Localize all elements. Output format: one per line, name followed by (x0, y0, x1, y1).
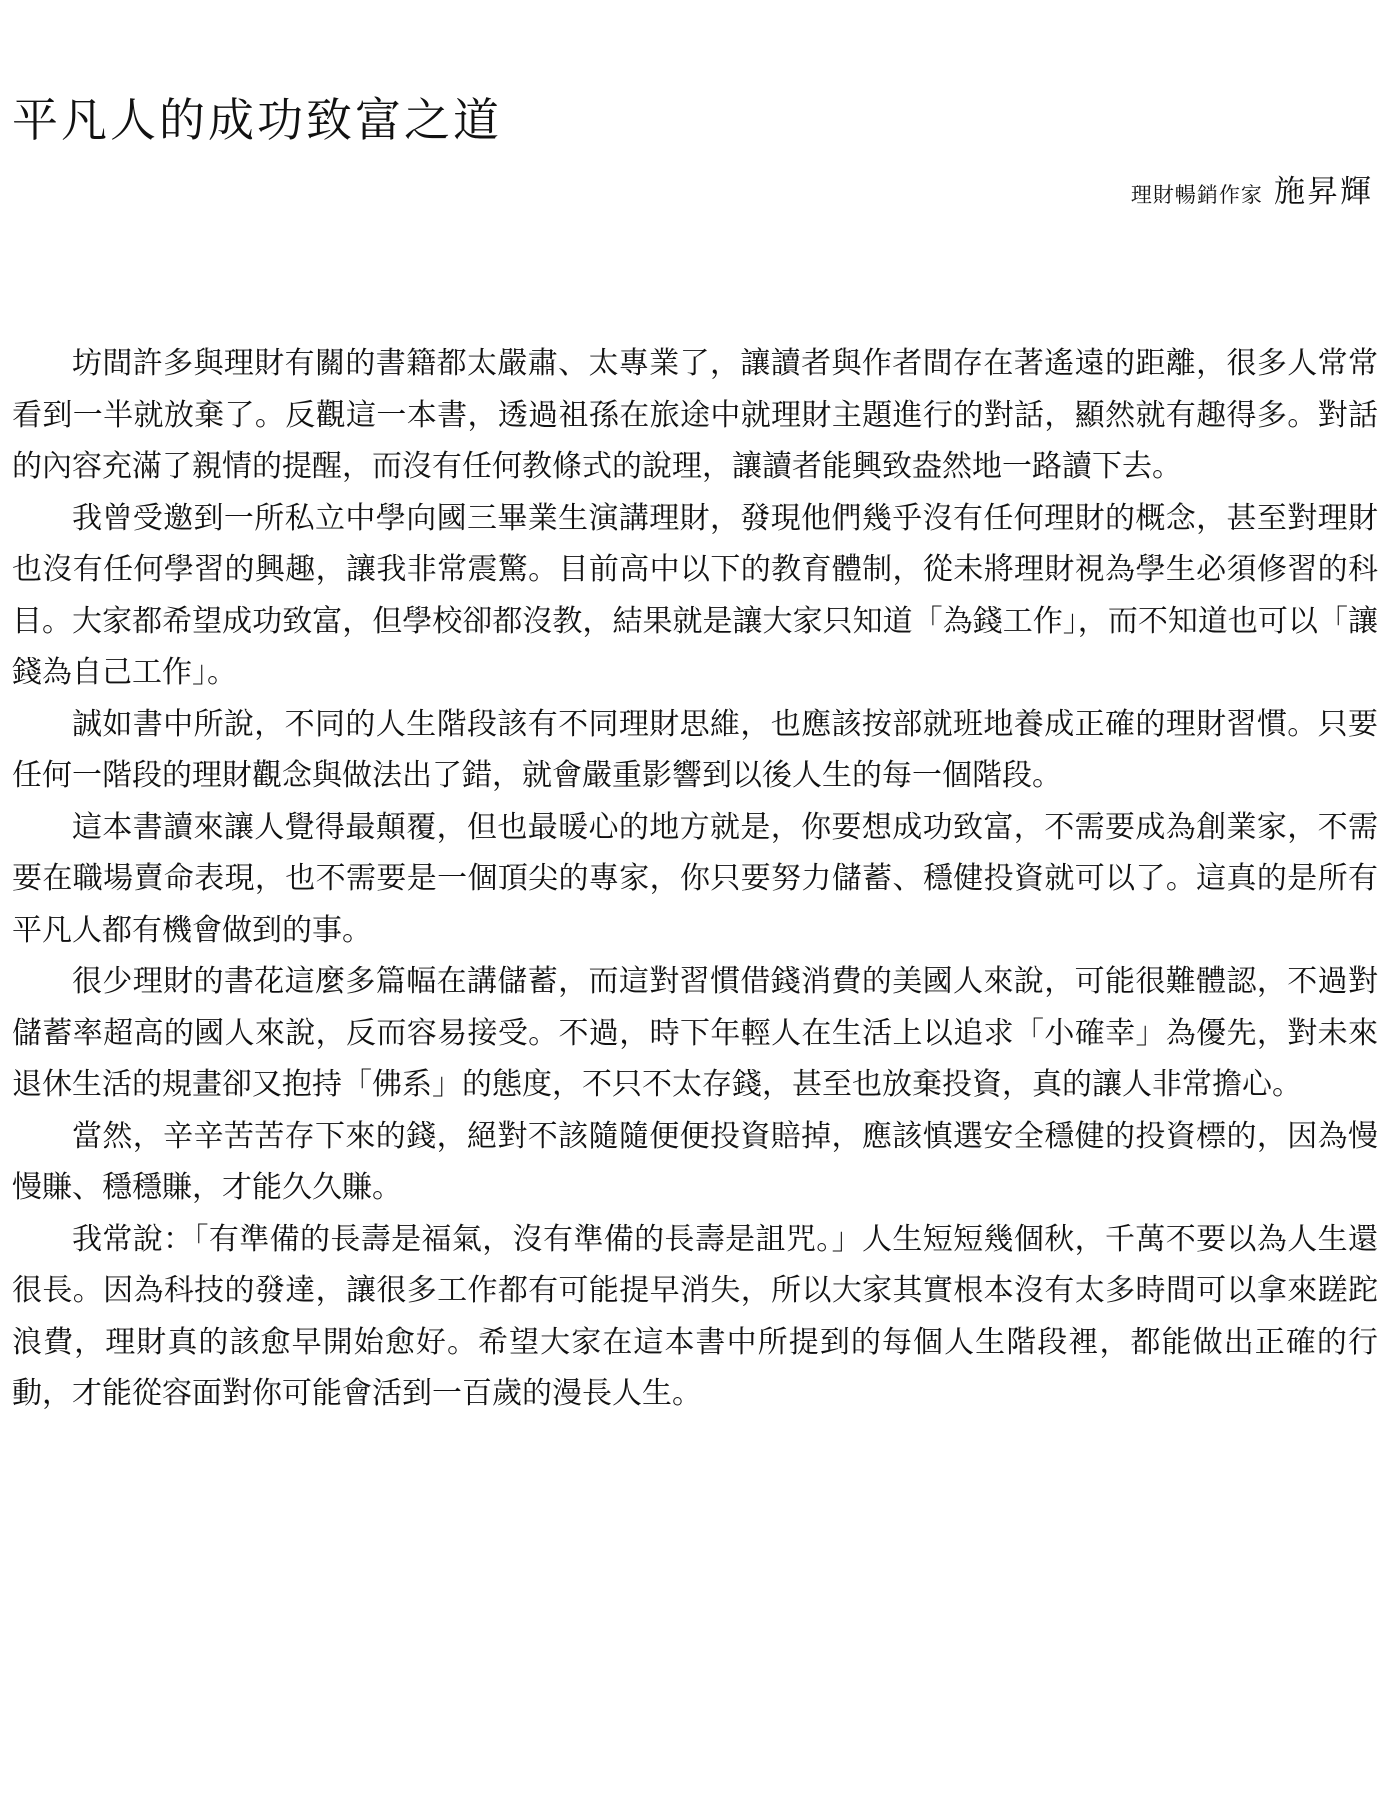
paragraph-7: 我常說：「有準備的長壽是福氣，沒有準備的長壽是詛咒。」人生短短幾個秋，千萬不要以為人生還很長。因為科技的發達，讓很多工作都有可能提早消失，所以大家其實根本沒有太多時間可以拿來蹉跎浪費，理財真的該愈早開始愈好。希望大家在這本書中所提到的每個人生階段裡，都能做出正確的行動，才能從容面對你可能會活到一百歲的漫長人生。 (12, 1221, 1378, 1411)
paragraph-4: 這本書讀來讓人覺得最顛覆，但也最暖心的地方就是，你要想成功致富，不需要成為創業家，不需要在職場賣命表現，也不需要是一個頂尖的專家，你只要努力儲蓄、穩健投資就可以了。這真的是所有平凡人都有機會做到的事。 (12, 809, 1378, 948)
paragraph-6: 當然，辛辛苦苦存下來的錢，絕對不該隨隨便便投資賠掉，應該慎選安全穩健的投資標的，因為慢慢賺、穩穩賺，才能久久賺。 (12, 1118, 1378, 1205)
author-role: 理財暢銷作家 (1130, 183, 1263, 207)
article-body (12, 338, 1378, 1420)
paragraph-5: 很少理財的書花這麼多篇幅在講儲蓄，而這對習慣借錢消費的美國人來說，可能很難體認，不過對儲蓄率超高的國人來說，反而容易接受。不過，時下年輕人在生活上以追求「小確幸」為優先，對未來退休生活的規畫卻又抱持「佛系」的態度，不只不太存錢，甚至也放棄投資，真的讓人非常擔心。 (12, 964, 1378, 1102)
article-title: 平凡人的成功致富之道 (12, 93, 502, 147)
byline (1131, 166, 1373, 211)
paragraph-1: 坊間許多與理財有關的書籍都太嚴肅、太專業了，讓讀者與作者間存在著遙遠的距離，很多人常常看到一半就放棄了。反觀這一本書，透過祖孫在旅途中就理財主題進行的對話，顯然就有趣得多。對話的內容充滿了親情的提醒，而沒有任何教條式的說理，讓讀者能興致盎然地一路讀下去。 (12, 346, 1378, 484)
paragraph-3: 誠如書中所說，不同的人生階段該有不同理財思維，也應該按部就班地養成正確的理財習慣。只要任何一階段的理財觀念與做法出了錯，就會嚴重影響到以後人生的每一個階段。 (12, 706, 1378, 793)
paragraph-2: 我曾受邀到一所私立中學向國三畢業生演講理財，發現他們幾乎沒有任何理財的概念，甚至對理財也沒有任何學習的興趣，讓我非常震驚。目前高中以下的教育體制，從未將理財視為學生必須修習的科目。大家都希望成功致富，但學校卻都沒教，結果就是讓大家只知道「為錢工作」，而不知道也可以「讓錢為自己工作」。 (12, 500, 1378, 690)
author-name: 施昇輝 (1274, 174, 1373, 210)
